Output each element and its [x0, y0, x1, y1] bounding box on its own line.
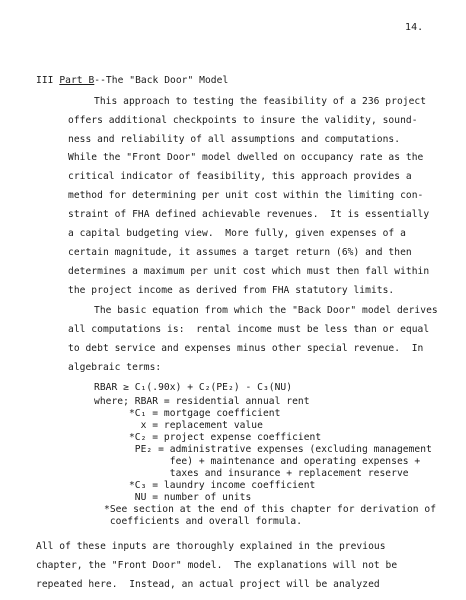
paragraph-1-line: This approach to testing the feasibility of a 236 project [94, 96, 427, 107]
definition-line: *C₁ = mortgage coefficient [94, 408, 281, 419]
definition-line: *C₂ = project expense coefficient [94, 432, 322, 443]
definition-line: taxes and insurance + replacement reserve [94, 468, 409, 479]
paragraph-1-line: method for determining per unit cost within the limiting con- [68, 190, 424, 201]
definition-line: fee) + maintenance and operating expenses + [94, 456, 421, 467]
equation: RBAR ≥ C₁(.90x) + C₂(PE₂) - C₃(NU) [94, 382, 293, 393]
paragraph-1-line: While the "Front Door" model dwelled on occupancy rate as the [68, 152, 424, 163]
paragraph-1-line: a capital budgeting view. More fully, given expenses of a [68, 228, 406, 239]
page-number: 14. [405, 22, 424, 33]
paragraph-1-line: critical indicator of feasibility, this approach provides a [68, 171, 412, 182]
footnote-line: *See section at the end of this chapter for derivation of [104, 504, 437, 515]
paragraph-1-line: certain magnitude, it assumes a target return (6%) and then [68, 247, 412, 258]
section-part: Part B [59, 75, 95, 86]
paragraph-1-line: straint of FHA defined achievable revenues. It is essentially [68, 209, 430, 220]
footnote-line: coefficients and overall formula. [104, 516, 303, 527]
paragraph-1-line: ness and reliability of all assumptions and computations. [68, 134, 401, 145]
definition-line: PE₂ = administrative expenses (excluding management [94, 444, 432, 455]
paragraph-1-line: the project income as derived from FHA statutory limits. [68, 285, 395, 296]
paragraph-2-line: all computations is: rental income must be less than or equal [68, 324, 430, 335]
section-heading [36, 75, 228, 87]
paragraph-1-line: offers additional checkpoints to insure the validity, sound- [68, 115, 418, 126]
paragraph-2-line: The basic equation from which the "Back Door" model derives [94, 305, 438, 316]
section-numeral: III [36, 75, 54, 86]
paragraph-3-line: All of these inputs are thoroughly explained in the previous [36, 541, 386, 552]
definition-line: *C₃ = laundry income coefficient [94, 480, 316, 491]
paragraph-2-line: to debt service and expenses minus other special revenue. In [68, 343, 424, 354]
paragraph-3-line: repeated here. Instead, an actual project will be analyzed [36, 579, 380, 590]
paragraph-1-line: determines a maximum per unit cost which must then fall within [68, 266, 430, 277]
definition-line: where; RBAR = residential annual rent [94, 396, 310, 407]
definition-line: x = replacement value [94, 420, 263, 431]
definition-line: NU = number of units [94, 492, 252, 503]
section-title: --The "Back Door" Model [94, 75, 229, 86]
paragraph-3-line: chapter, the "Front Door" model. The explanations will not be [36, 560, 398, 571]
paragraph-2-line: algebraic terms: [68, 362, 162, 373]
